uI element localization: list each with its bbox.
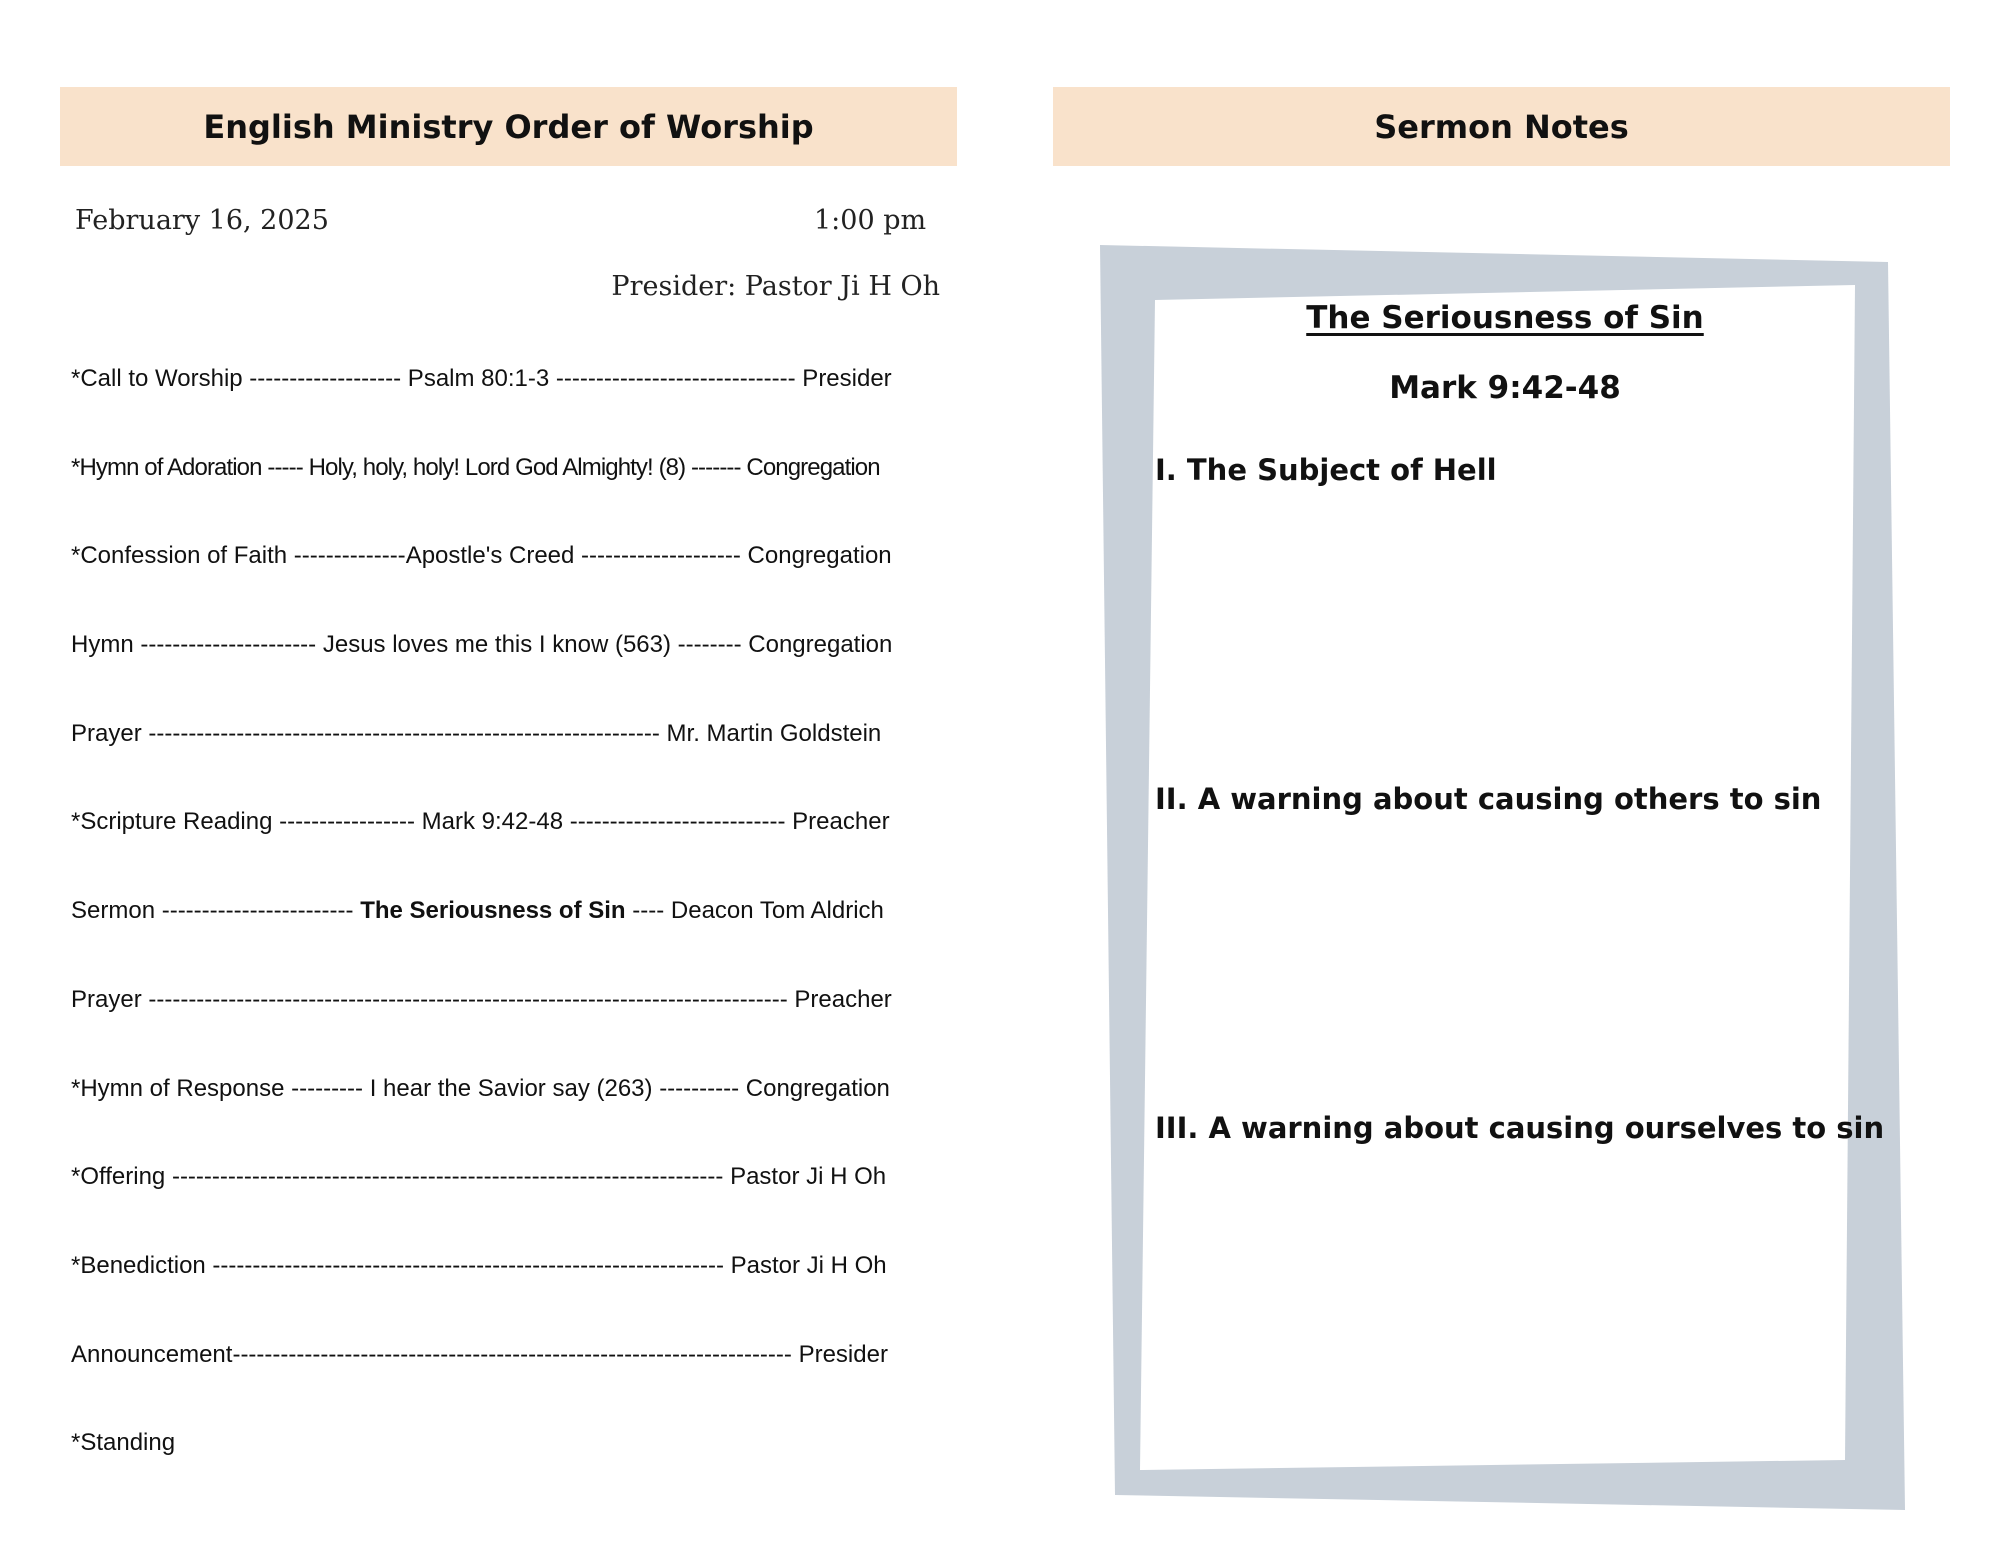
order-item: *Hymn of Adoration ----- — [71, 453, 303, 481]
order-item: *Confession of Faith -------------- — [71, 542, 406, 570]
sermon-reference: Mark 9:42-48 — [1389, 370, 1621, 406]
order-role: Presider — [798, 1340, 888, 1368]
order-detail: Psalm 80:1-3 — [401, 365, 556, 392]
order-detail: I hear the Savior say (263) — [363, 1074, 660, 1102]
sermon-title: The Seriousness of Sin — [1306, 300, 1704, 336]
service-time: 1:00 pm — [814, 205, 927, 236]
order-detail — [788, 986, 795, 1014]
order-role: -------- Congregation — [677, 631, 893, 659]
order-role: Preacher — [794, 985, 892, 1013]
order-item: *Offering --------------------------------------------------------------------- — [71, 1163, 724, 1191]
sermon-point-1: I. The Subject of Hell — [1155, 453, 1497, 487]
order-role: ---------- Congregation — [659, 1074, 890, 1102]
order-item: *Scripture Reading ----------------- — [71, 808, 415, 836]
order-row-prayer — [71, 720, 941, 809]
order-item: Announcement---------------------------------------------------------------------- — [71, 1340, 792, 1368]
order-role: Pastor Ji H Oh — [730, 1163, 887, 1191]
order-item: *Standing — [71, 1429, 176, 1457]
order-item: Prayer -------------------------------------------------------------------------------- — [71, 985, 788, 1013]
order-of-worship-list — [71, 365, 941, 1518]
order-item: Prayer ---------------------------------------------------------------- — [71, 719, 660, 747]
order-row-offering — [71, 1163, 941, 1252]
order-detail — [792, 1341, 799, 1369]
order-row-prayer-2 — [71, 986, 941, 1075]
order-item: Hymn ---------------------- — [71, 631, 317, 659]
order-item: *Call to Worship ------------------- — [71, 365, 402, 392]
order-row-scripture-reading — [71, 808, 941, 897]
order-row-confession-of-faith — [71, 542, 941, 631]
sermon-notes-frame — [1100, 245, 1905, 1510]
order-detail: Mark 9:42-48 — [414, 808, 570, 836]
order-row-hymn-of-adoration — [71, 454, 941, 543]
order-detail: Apostle's Creed — [405, 542, 582, 570]
order-detail: Holy, holy, holy! Lord God Almighty! (8) — [302, 453, 691, 481]
sermon-notes-header: Sermon Notes — [1053, 87, 1950, 166]
order-detail — [724, 1252, 731, 1280]
order-role: -------------------- Congregation — [581, 542, 892, 570]
order-role: Mr. Martin Goldstein — [666, 719, 882, 747]
order-row-hymn — [71, 631, 941, 720]
order-row-announcement — [71, 1341, 941, 1430]
sermon-point-2: II. A warning about causing others to sin — [1155, 782, 1822, 816]
standing-note — [71, 1429, 941, 1518]
sermon-title-inline: The Seriousness of Sin — [360, 897, 626, 925]
order-detail — [660, 720, 667, 748]
order-row-benediction — [71, 1252, 941, 1341]
order-role: ---- Deacon Tom Aldrich — [625, 897, 884, 925]
order-item: *Benediction ---------------------------------------------------------------- — [71, 1251, 724, 1279]
order-of-worship-header: English Ministry Order of Worship — [60, 87, 957, 166]
order-row-hymn-of-response — [71, 1075, 941, 1164]
order-role: --------------------------- Preacher — [569, 808, 890, 836]
order-role: ------- Congregation — [690, 453, 880, 481]
order-item: *Hymn of Response --------- — [71, 1074, 364, 1102]
order-row-sermon — [71, 897, 941, 986]
order-item: Sermon ------------------------ — [71, 897, 361, 925]
presider-line: Presider: Pastor Ji H Oh — [611, 271, 940, 302]
order-detail: Jesus loves me this I know (563) — [316, 631, 678, 659]
order-row-call-to-worship — [71, 365, 941, 454]
order-detail — [723, 1163, 730, 1191]
order-role: Pastor Ji H Oh — [730, 1251, 887, 1279]
sermon-point-3: III. A warning about causing ourselves to sin — [1155, 1111, 1885, 1145]
service-date: February 16, 2025 — [75, 205, 329, 236]
order-role: ------------------------------ Presider — [555, 365, 892, 392]
